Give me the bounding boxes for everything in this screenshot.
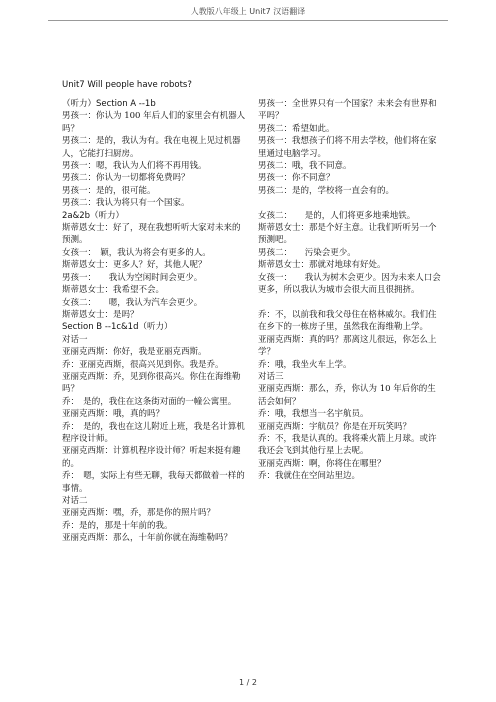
dialogue-line bbox=[258, 297, 442, 309]
dialogue-line: 男孩二： 污染会更少。 bbox=[258, 247, 356, 258]
section-heading: Section B --1c&1d（听力） bbox=[62, 322, 173, 333]
dialogue-line: 乔：不，我是认真的。我将乘火箭上月球。或许我还会飞到其他行星上去呢。 bbox=[258, 433, 437, 457]
dialogue-line: 对话三 bbox=[258, 371, 284, 382]
dialogue-line: 乔： 是的，我也在这儿附近上班，我是名计算机程序设计师。 bbox=[62, 421, 245, 444]
dialogue-line: 乔：亚丽克西斯，很高兴见到你。我是乔。 bbox=[62, 359, 224, 370]
right-column bbox=[258, 98, 442, 483]
dialogue-line: 男孩一：你不同意？ bbox=[258, 173, 335, 184]
dialogue-line: 亚丽克西斯：哦，真的吗？ bbox=[62, 409, 165, 420]
dialogue-line: 男孩二：我认为将只有一个国家。 bbox=[62, 198, 190, 209]
dialogue-line: 斯蒂恩女士：我希望不会。 bbox=[62, 285, 165, 296]
dialogue-line: 女孩二： 是的，人们将更多地乘地铁。 bbox=[258, 210, 416, 221]
dialogue-line: 亚丽克西斯：那么，乔，你认为 10 年后你的生活会如何？ bbox=[258, 384, 436, 407]
dialogue-line: 亚丽克西斯：宇航员？你是在开玩笑吗？ bbox=[258, 421, 412, 432]
dialogue-line: 男孩二：是的，我认为有。我在电视上见过机器人，它能打扫厨房。 bbox=[62, 136, 241, 159]
dialogue-line: 斯蒂恩女士：好了，现在我想听听大家对未来的预测。 bbox=[62, 223, 241, 246]
dialogue-line: 男孩二：哦，我不同意。 bbox=[258, 161, 352, 172]
dialogue-line: 男孩一： 我认为空闲时间会更少。 bbox=[62, 272, 203, 283]
dialogue-line: 斯蒂恩女士：是吗？ bbox=[62, 309, 139, 320]
dialogue-line: 乔：哦，我坐火车上学。 bbox=[258, 359, 352, 370]
page-header: 人教版八年级上 Unit7 汉语翻译 bbox=[190, 7, 306, 16]
dialogue-line: 男孩一：全世界只有一个国家？未来会有世界和平吗？ bbox=[258, 99, 437, 122]
dialogue-line: 乔： 嗯，实际上有些无聊，我每天都做着一样的事情。 bbox=[62, 471, 245, 494]
dialogue-line: 乔：我就住在空间站里边。 bbox=[258, 471, 361, 482]
dialogue-line: 亚丽克西斯：计算机程序设计师？听起来挺有趣的。 bbox=[62, 446, 241, 469]
header-rule bbox=[48, 20, 448, 21]
dialogue-line: 男孩二：是的，学校将一直会有的。 bbox=[258, 185, 395, 196]
dialogue-line: 乔：哦，我想当一名宇航员。 bbox=[258, 409, 369, 420]
dialogue-line: 对话二 bbox=[62, 496, 88, 506]
section-heading: （听力）Section A --1b bbox=[62, 99, 156, 109]
dialogue-line: 乔：是的，那是十年前的我。 bbox=[62, 520, 173, 531]
dialogue-line: 男孩二：你认为一切都将免费吗？ bbox=[62, 173, 190, 184]
dialogue-line: 女孩一： 我认为树木会更少。因为未来人口会更多，所以我认为城市会很大而且很拥挤。 bbox=[258, 272, 441, 296]
dialogue-line: 亚丽克西斯：嘿，乔，那是你的照片吗？ bbox=[62, 508, 216, 519]
dialogue-line: 男孩一：我想孩子们将不用去学校，他们将在家里通过电脑学习。 bbox=[258, 136, 437, 159]
dialogue-line: 亚丽克西斯：真的吗？那离这儿很远，你怎么上学？ bbox=[258, 334, 437, 358]
dialogue-line: 男孩二：希望如此。 bbox=[258, 123, 335, 134]
dialogue-line: 斯蒂恩女士：那是个好主意。让我们听听另一个预测吧。 bbox=[258, 223, 437, 246]
dialogue-line: 亚丽克西斯：啊，你将住在哪里？ bbox=[258, 458, 386, 469]
document-title: Unit7 Will people have robots? bbox=[62, 80, 192, 90]
dialogue-line: 女孩二： 嗯，我认为汽车会更少。 bbox=[62, 297, 203, 308]
dialogue-line: 男孩一：你认为 100 年后人们的家里会有机器人吗？ bbox=[62, 111, 246, 134]
dialogue-line: 女孩一： 颖，我认为将会有更多的人。 bbox=[62, 247, 211, 258]
dialogue-line: 亚丽克西斯：你好，我是亚丽克西斯。 bbox=[62, 347, 207, 358]
section-heading: 2a&2b（听力） bbox=[62, 210, 125, 221]
dialogue-line: 男孩一：是的，很可能。 bbox=[62, 185, 156, 196]
dialogue-line: 亚丽克西斯：那么，十年前你就在海维勒吗？ bbox=[62, 533, 233, 544]
dialogue-line: 斯蒂恩女士：那就对地球有好处。 bbox=[258, 260, 386, 271]
dialogue-line: 对话一 bbox=[62, 334, 88, 345]
dialogue-line: 乔： 是的，我住在这条街对面的一幢公寓里。 bbox=[62, 396, 237, 407]
dialogue-line bbox=[258, 197, 442, 209]
dialogue-line: 亚丽克西斯：乔，见到你很高兴。你住在海维勒吗？ bbox=[62, 371, 241, 395]
page-number: 1 / 2 bbox=[239, 678, 257, 687]
dialogue-line: 乔：不，以前我和我父母住在格林威尔。我们住在乡下的一栋房子里，虽然我在海维勒上学。 bbox=[258, 309, 437, 333]
dialogue-line: 男孩一：嗯，我认为人们将不再用钱。 bbox=[62, 161, 207, 172]
dialogue-line: 斯蒂恩女士：更多人？好，其他人呢？ bbox=[62, 260, 207, 271]
left-column bbox=[62, 98, 246, 545]
